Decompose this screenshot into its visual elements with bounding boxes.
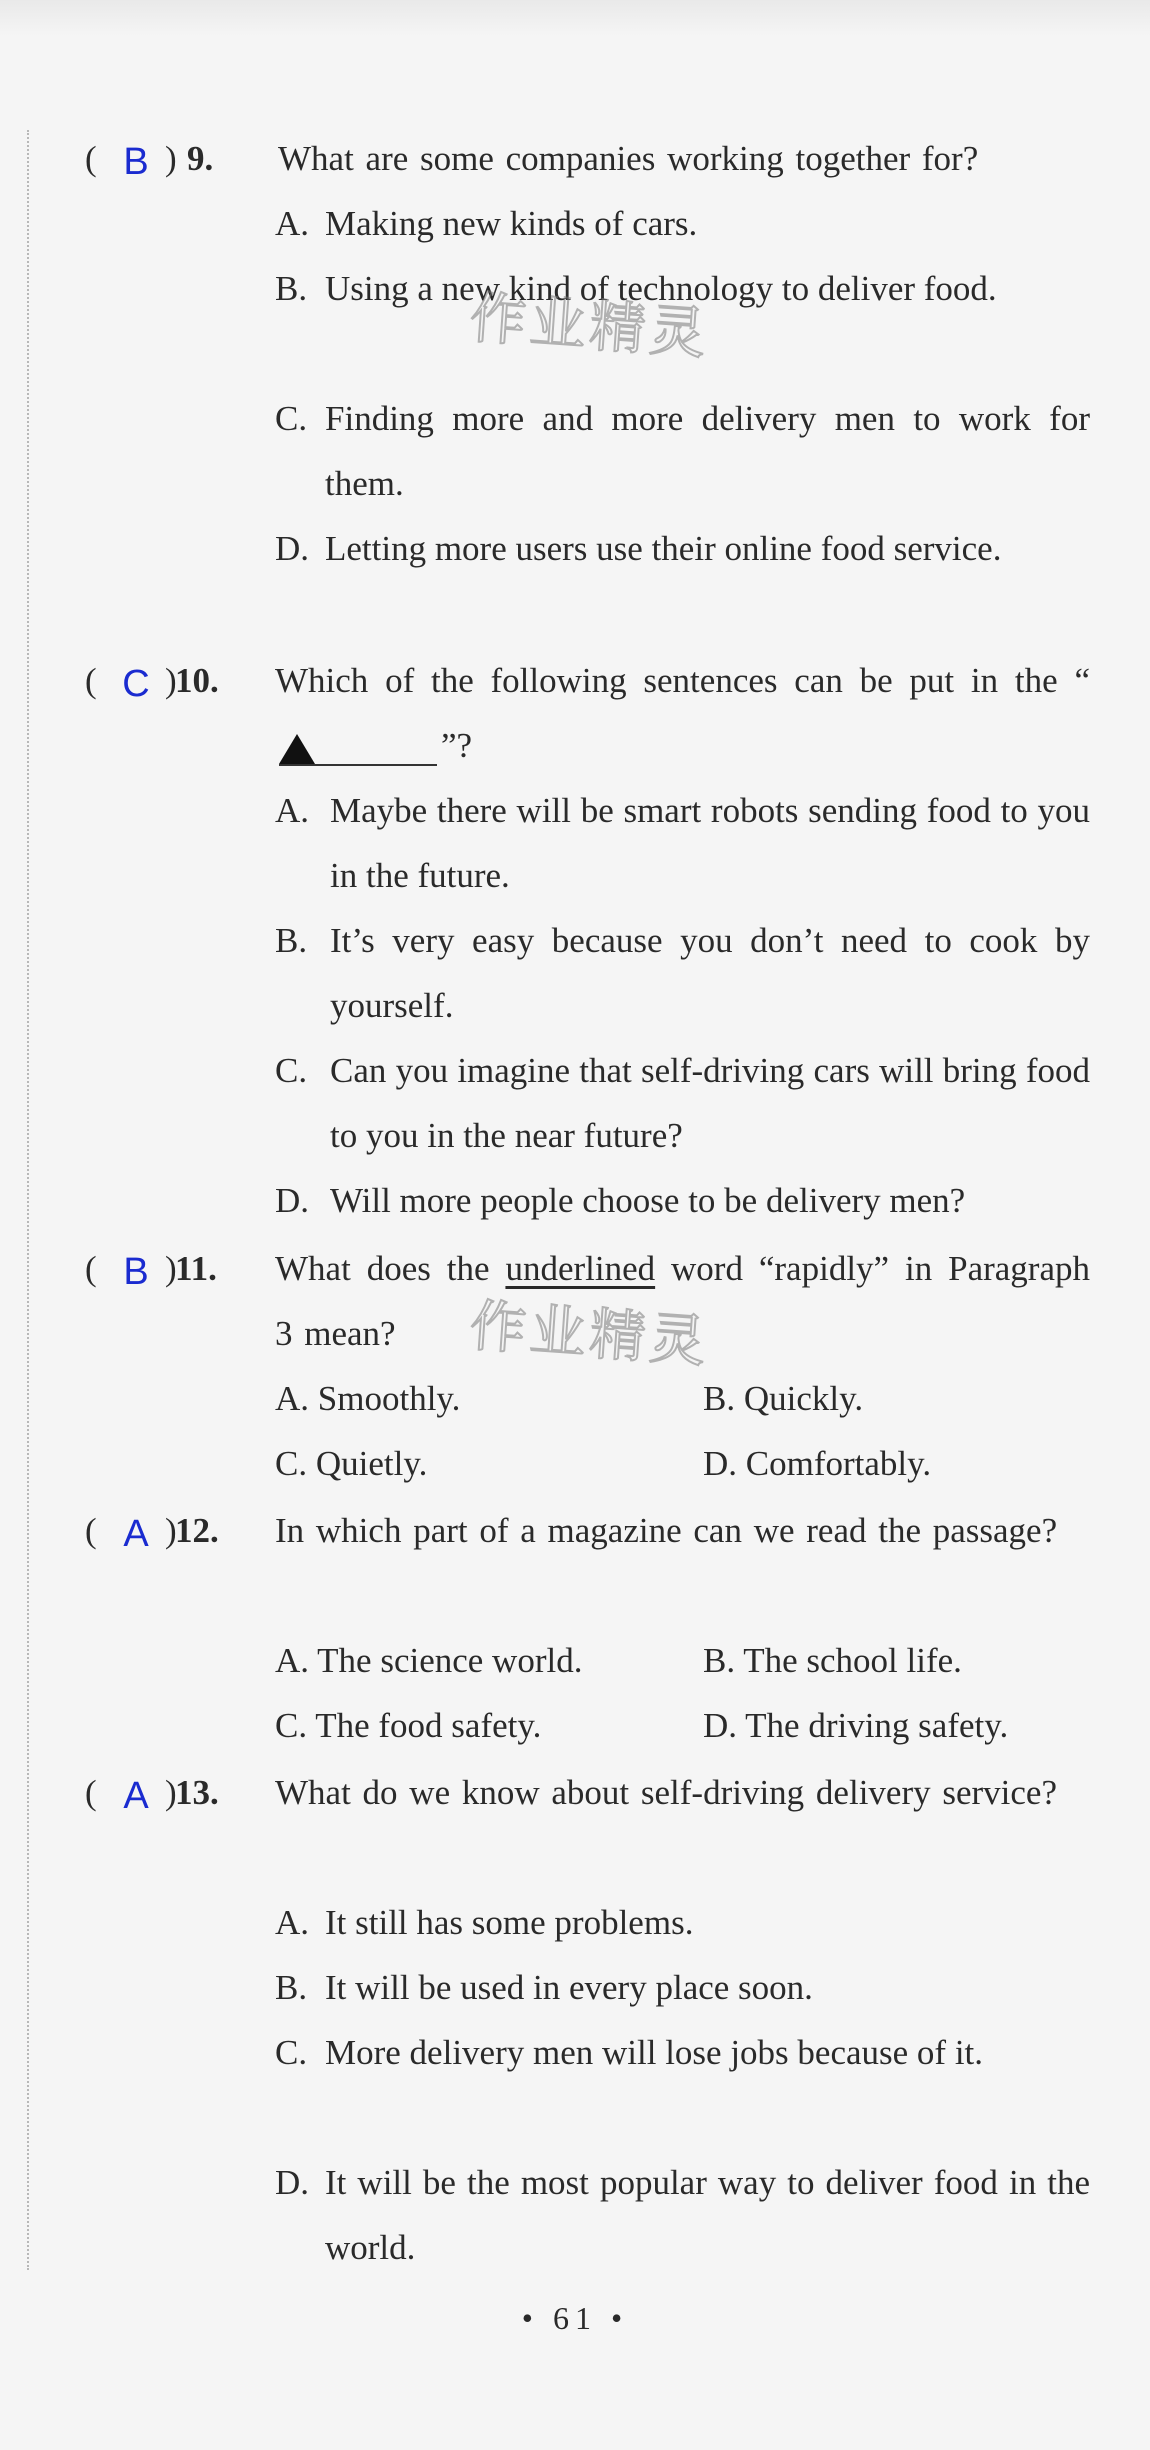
question-number: 9. [187, 139, 214, 178]
option-b: B. It’s very easy because you don’t need to cook by yourself. [275, 921, 1090, 1025]
triangle-icon [279, 734, 315, 764]
underlined-word: underlined [505, 1249, 656, 1288]
answer-mark: C [122, 663, 150, 705]
question-number: 10. [175, 661, 219, 700]
question-number: 11. [175, 1249, 217, 1288]
binding-margin-line [27, 130, 29, 2270]
answer-mark: B [123, 141, 149, 183]
question-number: 13. [175, 1773, 219, 1812]
question-header: ( C )10. [85, 650, 219, 710]
option-a: A. Smoothly. [275, 1379, 461, 1418]
option-c: C. Can you imagine that self-driving cars will bring food to you in the near future? [275, 1051, 1090, 1155]
watermark-stamp: 作业精灵 [467, 1293, 712, 1376]
question-stem: What does the underlined word “rapidly” in Paragraph 3 mean? [275, 1249, 1090, 1353]
option-c: C. Finding more and more delivery men to work for them. [275, 399, 1090, 503]
question-stem: What do we know about self-driving delivery service? [275, 1773, 1057, 1812]
question-header: ( A )13. [85, 1762, 219, 1822]
option-d: D. Letting more users use their online food service. [275, 529, 1002, 568]
option-c: C. Quietly. [275, 1444, 428, 1483]
option-d: D. Comfortably. [703, 1444, 932, 1483]
answer-mark: A [123, 1513, 149, 1555]
option-b: B. It will be used in every place soon. [275, 1968, 813, 2007]
option-b: B. The school life. [703, 1641, 962, 1680]
question-header: ( A )12. [85, 1500, 219, 1560]
page-top-shadow [0, 0, 1150, 36]
question-stem: What are some companies working together for? [278, 139, 979, 178]
watermark-stamp: 作业精灵 [467, 285, 712, 368]
answer-mark: A [123, 1775, 149, 1817]
answer-blank [279, 728, 437, 766]
option-c: C. The food safety. [275, 1706, 542, 1745]
option-a: A. Making new kinds of cars. [275, 204, 698, 243]
option-a: A. It still has some problems. [275, 1903, 694, 1942]
option-d: D. Will more people choose to be delivery men? [275, 1181, 966, 1220]
option-a: A. The science world. [275, 1641, 583, 1680]
question-header: ( B ) 9. [85, 128, 213, 188]
option-b: B. Using a new kind of technology to deliver food. [275, 269, 997, 308]
option-c: C. More delivery men will lose jobs because of it. [275, 2033, 984, 2072]
option-d: D. It will be the most popular way to deliver food in the world. [275, 2163, 1090, 2267]
option-a: A. Maybe there will be smart robots sending food to you in the future. [275, 791, 1090, 895]
answer-mark: B [123, 1251, 149, 1293]
page-number: • 61 • [521, 2300, 629, 2336]
option-b: B. Quickly. [703, 1379, 864, 1418]
question-header: ( B )11. [85, 1238, 217, 1298]
question-stem: Which of the following sentences can be put in the “”? [275, 661, 1090, 765]
question-stem: In which part of a magazine can we read the passage? [275, 1511, 1058, 1550]
question-number: 12. [175, 1511, 219, 1550]
option-d: D. The driving safety. [703, 1706, 1009, 1745]
